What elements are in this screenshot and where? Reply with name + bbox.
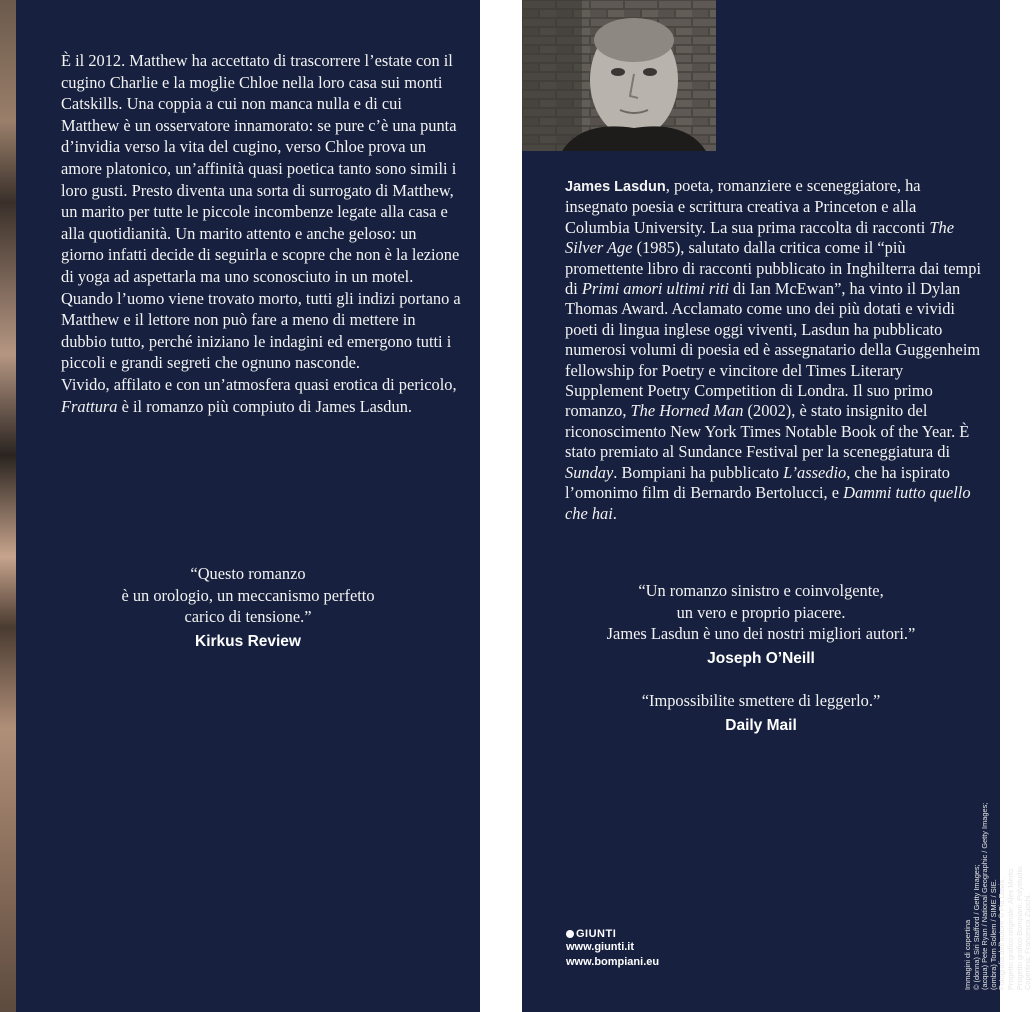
book-title: Frattura (61, 396, 118, 416)
book-title: Dammi tutto quello che hai (565, 483, 971, 523)
credit-line: Progetto grafico Bompiani: Polystudio. (1014, 864, 1024, 990)
author-name: James Lasdun (565, 179, 666, 195)
back-cover-panel (16, 0, 480, 1012)
film-title: Sunday (565, 462, 614, 482)
image-credits (964, 760, 1033, 990)
synopsis (61, 50, 461, 417)
quote-source: Daily Mail (725, 716, 797, 734)
credit-line: © (donna) Siri Stafford / Getty Images; (971, 864, 981, 990)
quote-line: è un orologio, un meccanismo perfetto (121, 585, 375, 605)
publisher-url[interactable]: www.giunti.it (566, 941, 635, 953)
publisher-block (566, 928, 659, 970)
quote-source: Kirkus Review (195, 632, 301, 650)
quote-line: “Impossibilite smettere di leggerlo.” (641, 691, 881, 710)
publisher-logo: GIUNTI (566, 928, 659, 940)
review-quote-kirkus (16, 563, 480, 651)
book-title: The Silver Age (565, 217, 955, 258)
author-portrait-image (522, 0, 716, 151)
quote-source: Joseph O’Neill (707, 649, 815, 667)
quote-line: “Un romanzo sinistro e coinvolgente, (638, 581, 884, 600)
publisher-url[interactable]: www.bompiani.eu (566, 956, 660, 968)
giunti-logo-icon (566, 930, 574, 938)
credit-line: Immagini di copertina (963, 919, 972, 990)
credit-line: (acqua) Pete Ryan / National Geographic / Getty Images; (980, 802, 990, 990)
book-title: Primi amori ultimi riti (581, 279, 729, 299)
synopsis-paragraph: È il 2012. Matthew ha accettato di trascorrere l’estate con il cugino Charlie e la moglie Chloe nella loro casa sui monti Catskills. Una coppia a cui non manca nulla e di cui Matthew è un osservatore innamorato: se pure c’è una punta d’invidia verso la vita del cugino, verso Chloe prova un amore platonico, un’affinità quasi poetica tanto sono simili i loro gusti. Presto diventa una sorta di surrogato di Matthew, un marito per tutte le piccole incombenze legate alla casa e alla quotidianità. Un marito attento e anche geloso: un giorno infatti decide di seguirla e scopre che non è la lezione di yoga ad aspettarla ma uno sconosciuto in un motel. Quando l’uomo viene trovato morto, tutti gli indizi portano a Matthew e il lettore non può fare a meno di mettere in dubbio tutto, perché iniziano le indagini ed emergono tutti i piccoli e grandi segreti che ognuno nasconde. (61, 51, 461, 373)
quote-line: carico di tensione.” (184, 607, 312, 627)
credit-line: Progetto grafico originale: Alex Merto. (1005, 866, 1015, 990)
credit-line: Fotografia dell’autore © Pia Davis. (997, 877, 1007, 990)
quote-line: “Questo romanzo (190, 564, 306, 583)
synopsis-closing-paragraph: Vivido, affilato e con un’atmosfera quasi erotica di pericolo, Frattura è il romanzo più compiuto di James Lasdun. (61, 374, 457, 416)
book-title: The Horned Man (630, 401, 744, 421)
review-quote-daily-mail (522, 690, 1000, 735)
credit-line: (ombra) Tom Sollem / SIME / SIE. (988, 879, 998, 990)
book-title: L’assedio (783, 462, 847, 482)
author-flap-panel (522, 0, 1033, 1012)
credit-line: Copertina: Francesca Zucchi. (1023, 893, 1033, 990)
fold-gutter (480, 0, 522, 1012)
quote-line: James Lasdun è uno dei nostri migliori autori.” (606, 624, 916, 644)
quote-line: un vero e proprio piacere. (676, 602, 846, 622)
author-bio: James Lasdun, poeta, romanziere e sceneggiatore, ha insegnato poesia e scrittura creativa a Princeton e alla Columbia University. La sua prima raccolta di racconti The Silver Age (1985), salutato dalla critica come il “più promettente libro di racconti pubblicato in Inghilterra dai tempi di Primi amori ultimi riti di Ian McEwan”, ha vinto il Dylan Thomas Award. Acclamato come uno dei più dotati e vividi poeti di lingua inglese oggi viventi, Lasdun ha pubblicato numerosi volumi di poesia ed è assegnatario della Guggenheim fellowship for Poetry e vincitore del Times Literary Supplement Poetry Competition di Londra. Il suo primo romanzo, The Horned Man (2002), è stato insignito del riconoscimento New York Times Notable Book of the Year. È stato premiato al Sundance Festival per la sceneggiatura di Sunday. Bompiani ha pubblicato L’assedio, che ha ispirato l’omonimo film di Bernardo Bertolucci, e Dammi tutto quello che hai. (565, 176, 982, 523)
author-photo (522, 0, 716, 151)
review-quote-oneill (522, 580, 1000, 668)
front-cover-photo-edge (0, 0, 16, 1012)
